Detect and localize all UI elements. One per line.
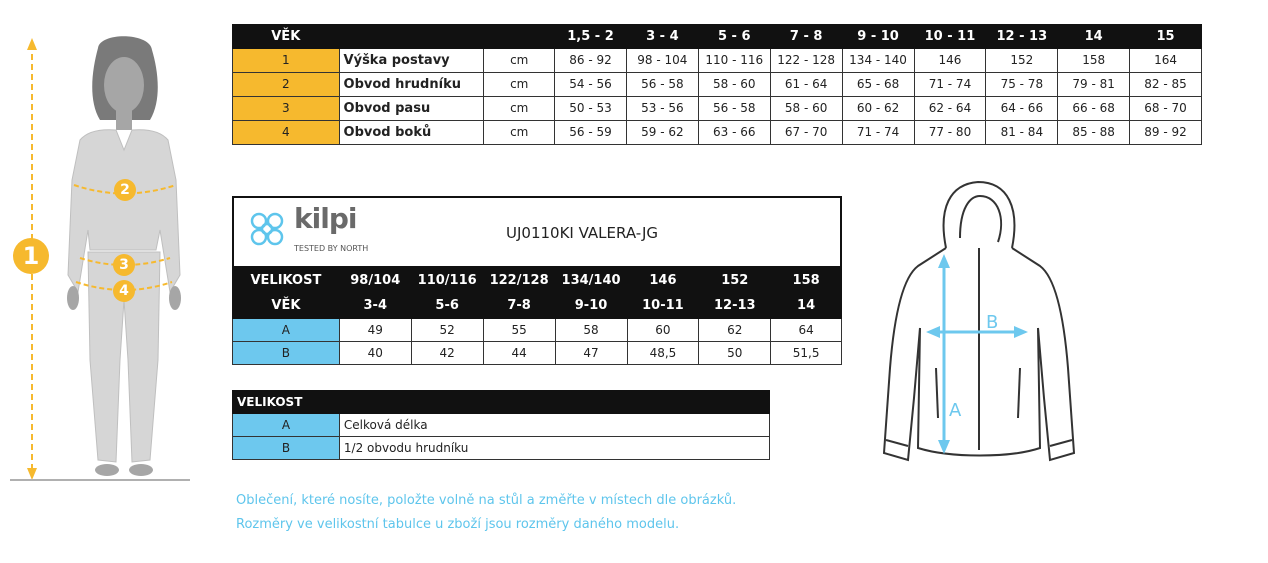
legend-header: VELIKOST	[233, 391, 340, 414]
cell: 64	[771, 319, 842, 342]
cell: 49	[339, 319, 411, 342]
cell: 122 - 128	[770, 49, 842, 73]
age-col: 12-13	[699, 294, 771, 319]
table-row	[233, 73, 1202, 97]
jacket-marker-a: A	[949, 400, 962, 421]
marker-4-label: 4	[119, 283, 129, 299]
age-col: 15	[1130, 25, 1202, 49]
cell: 56 - 58	[626, 73, 698, 97]
cell: 56 - 59	[555, 121, 627, 145]
size-col: 134/140	[555, 269, 627, 294]
table-row	[233, 414, 770, 437]
size-header-row	[233, 269, 842, 294]
age-col: 1,5 - 2	[555, 25, 627, 49]
cell: 61 - 64	[770, 73, 842, 97]
cell: 40	[339, 342, 411, 365]
cell: 146	[914, 49, 986, 73]
age-col: 14	[771, 294, 842, 319]
row-name: Obvod pasu	[339, 97, 484, 121]
cell: 55	[483, 319, 555, 342]
cell: 79 - 81	[1058, 73, 1130, 97]
cell: 59 - 62	[626, 121, 698, 145]
cell: 86 - 92	[555, 49, 627, 73]
row-number: 3	[233, 97, 340, 121]
cell: 48,5	[627, 342, 699, 365]
cell: 82 - 85	[1130, 73, 1202, 97]
cell: 42	[411, 342, 483, 365]
cell: 52	[411, 319, 483, 342]
age-col: 7 - 8	[770, 25, 842, 49]
row-number: 2	[233, 73, 340, 97]
size-col: 122/128	[483, 269, 555, 294]
table-row	[233, 319, 842, 342]
cell: 65 - 68	[842, 73, 914, 97]
age-col: 3-4	[339, 294, 411, 319]
kilpi-logo-icon	[244, 206, 290, 252]
size-col: 98/104	[339, 269, 411, 294]
cell: 53 - 56	[626, 97, 698, 121]
size-col: 146	[627, 269, 699, 294]
cell: 56 - 58	[698, 97, 770, 121]
table-row	[233, 49, 1202, 73]
cell: 66 - 68	[1058, 97, 1130, 121]
row-unit: cm	[484, 73, 555, 97]
age-col: 5 - 6	[698, 25, 770, 49]
instruction-note-2: Rozměry ve velikostní tabulce u zboží jsou rozměry daného modelu.	[236, 517, 680, 532]
age-header: VĚK	[233, 25, 340, 49]
product-size-table	[232, 268, 842, 365]
cell: 152	[986, 49, 1058, 73]
jacket-illustration	[880, 178, 1080, 478]
marker-3	[113, 254, 135, 276]
age-col: 9-10	[555, 294, 627, 319]
cell: 51,5	[771, 342, 842, 365]
cell: 47	[555, 342, 627, 365]
cell: 67 - 70	[770, 121, 842, 145]
marker-1	[13, 238, 49, 274]
age-col: 3 - 4	[626, 25, 698, 49]
marker-1-label: 1	[22, 242, 40, 270]
brand-name: kilpi	[294, 202, 357, 235]
cell: 164	[1130, 49, 1202, 73]
cell: 77 - 80	[914, 121, 986, 145]
product-code: UJ0110KI VALERA-JG	[506, 224, 659, 242]
row-name: Obvod hrudníku	[339, 73, 484, 97]
age-col: 10-11	[627, 294, 699, 319]
cell: 98 - 104	[626, 49, 698, 73]
cell: 110 - 116	[698, 49, 770, 73]
cell: 58	[555, 319, 627, 342]
row-unit: cm	[484, 49, 555, 73]
cell: 60	[627, 319, 699, 342]
cell: 81 - 84	[986, 121, 1058, 145]
cell: 58 - 60	[770, 97, 842, 121]
cell: 62	[699, 319, 771, 342]
cell: 68 - 70	[1130, 97, 1202, 121]
cell: 60 - 62	[842, 97, 914, 121]
row-number: 4	[233, 121, 340, 145]
legend-text: Celková délka	[339, 414, 769, 437]
cell: 64 - 66	[986, 97, 1058, 121]
cell: 58 - 60	[698, 73, 770, 97]
jacket-marker-b: B	[986, 312, 999, 333]
cell: 85 - 88	[1058, 121, 1130, 145]
marker-4	[113, 280, 135, 302]
legend-header-row	[233, 391, 770, 414]
cell: 134 - 140	[842, 49, 914, 73]
table-row	[233, 342, 842, 365]
row-unit: cm	[484, 97, 555, 121]
cell: 62 - 64	[914, 97, 986, 121]
table-row	[233, 97, 1202, 121]
size-chart-header-row	[233, 25, 1202, 49]
row-number: 1	[233, 49, 340, 73]
size-chart-table	[232, 24, 1202, 145]
row-name: Výška postavy	[339, 49, 484, 73]
age-col: 12 - 13	[986, 25, 1058, 49]
row-label: B	[233, 342, 340, 365]
row-label: A	[233, 319, 340, 342]
cell: 54 - 56	[555, 73, 627, 97]
marker-2	[114, 179, 136, 201]
table-row	[233, 121, 1202, 145]
marker-2-label: 2	[120, 182, 130, 198]
cell: 75 - 78	[986, 73, 1058, 97]
age-col: 9 - 10	[842, 25, 914, 49]
table-row	[233, 437, 770, 460]
age-col: 5-6	[411, 294, 483, 319]
measurement-legend-table	[232, 390, 770, 460]
legend-label: A	[233, 414, 340, 437]
age-col: 14	[1058, 25, 1130, 49]
age-col: 10 - 11	[914, 25, 986, 49]
cell: 71 - 74	[842, 121, 914, 145]
cell: 158	[1058, 49, 1130, 73]
cell: 44	[483, 342, 555, 365]
instruction-note-1: Oblečení, které nosíte, položte volně na stůl a změřte v místech dle obrázků.	[236, 493, 737, 508]
size-col: 110/116	[411, 269, 483, 294]
product-header-box	[232, 196, 842, 268]
brand-tagline: TESTED BY NORTH	[294, 244, 369, 253]
cell: 71 - 74	[914, 73, 986, 97]
cell: 89 - 92	[1130, 121, 1202, 145]
age-label: VĚK	[233, 294, 340, 319]
row-name: Obvod boků	[339, 121, 484, 145]
row-unit: cm	[484, 121, 555, 145]
cell: 63 - 66	[698, 121, 770, 145]
age-col: 7-8	[483, 294, 555, 319]
size-col: 152	[699, 269, 771, 294]
cell: 50	[699, 342, 771, 365]
cell: 50 - 53	[555, 97, 627, 121]
size-label: VELIKOST	[233, 269, 340, 294]
size-col: 158	[771, 269, 842, 294]
legend-text: 1/2 obvodu hrudníku	[339, 437, 769, 460]
legend-label: B	[233, 437, 340, 460]
marker-3-label: 3	[119, 257, 129, 273]
age-header-row	[233, 294, 842, 319]
